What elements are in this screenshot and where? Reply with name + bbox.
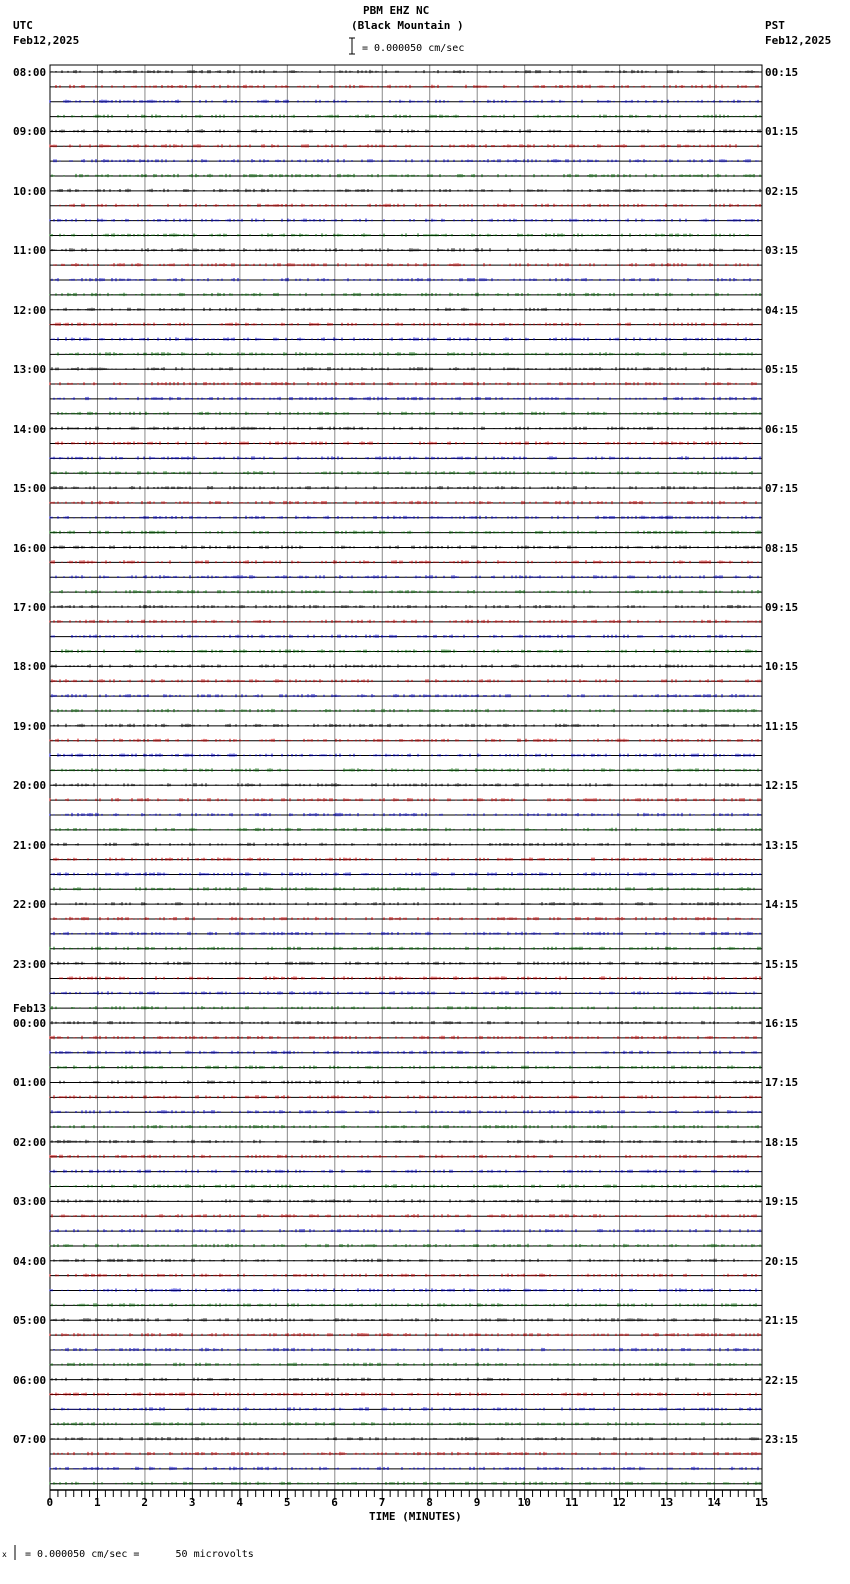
left-timezone: UTC <box>13 19 33 32</box>
station-title: PBM EHZ NC <box>363 4 430 17</box>
pst-hour-label: 14:15 <box>765 898 799 912</box>
date-change-label: Feb13 <box>13 1002 47 1016</box>
x-tick-label: 5 <box>283 1496 291 1509</box>
utc-hour-label: 18:00 <box>13 660 47 674</box>
pst-hour-label: 07:15 <box>765 482 799 496</box>
x-tick-label: 15 <box>755 1496 769 1509</box>
x-tick-label: 7 <box>378 1496 386 1509</box>
utc-hour-label: 00:00 <box>13 1017 47 1031</box>
utc-hour-label: 02:00 <box>13 1135 47 1149</box>
utc-hour-label: 15:00 <box>13 482 47 496</box>
x-tick-label: 0 <box>46 1496 54 1509</box>
pst-hour-label: 18:15 <box>765 1135 799 1149</box>
x-tick-label: 14 <box>707 1496 721 1509</box>
x-tick-label: 13 <box>660 1496 674 1509</box>
footer-prefix: x <box>2 1550 7 1559</box>
pst-hour-label: 23:15 <box>765 1433 799 1447</box>
pst-hour-label: 20:15 <box>765 1254 799 1268</box>
x-tick-label: 10 <box>517 1496 531 1509</box>
utc-hour-label: 10:00 <box>13 184 47 198</box>
scale-label: = 0.000050 cm/sec <box>362 43 465 54</box>
pst-hour-label: 08:15 <box>765 541 799 555</box>
utc-hour-label: 21:00 <box>13 838 47 852</box>
x-tick-label: 11 <box>565 1496 579 1509</box>
x-tick-label: 1 <box>93 1496 101 1509</box>
utc-hour-label: 06:00 <box>13 1373 47 1387</box>
seismic-trace <box>54 1422 758 1425</box>
x-tick-label: 12 <box>612 1496 626 1509</box>
pst-hour-label: 16:15 <box>765 1017 799 1031</box>
seismic-trace <box>50 1051 758 1054</box>
pst-hour-label: 12:15 <box>765 779 799 793</box>
x-axis-label: TIME (MINUTES) <box>369 1510 462 1523</box>
pst-hour-label: 11:15 <box>765 719 799 733</box>
x-tick-label: 8 <box>426 1496 433 1509</box>
utc-hour-label: 09:00 <box>13 125 47 139</box>
pst-hour-label: 13:15 <box>765 838 799 852</box>
pst-hour-label: 02:15 <box>765 184 799 198</box>
pst-hour-label: 10:15 <box>765 660 799 674</box>
x-tick-label: 9 <box>473 1496 481 1509</box>
utc-hour-label: 01:00 <box>13 1076 47 1090</box>
utc-hour-label: 14:00 <box>13 422 47 436</box>
pst-hour-label: 01:15 <box>765 125 799 139</box>
utc-hour-label: 12:00 <box>13 303 47 317</box>
utc-hour-label: 05:00 <box>13 1314 47 1328</box>
pst-hour-label: 15:15 <box>765 957 799 971</box>
utc-hour-label: 23:00 <box>13 957 47 971</box>
utc-hour-label: 20:00 <box>13 779 47 793</box>
pst-hour-label: 04:15 <box>765 303 799 317</box>
utc-hour-label: 11:00 <box>13 244 47 258</box>
utc-hour-label: 17:00 <box>13 600 47 614</box>
right-timezone: PST <box>765 19 785 32</box>
footer-scale: = 0.000050 cm/sec = 50 microvolts <box>25 1549 254 1560</box>
utc-hour-label: 13:00 <box>13 363 47 377</box>
seismic-trace <box>50 1437 758 1440</box>
utc-hour-label: 19:00 <box>13 719 47 733</box>
pst-hour-label: 05:15 <box>765 363 799 377</box>
right-date: Feb12,2025 <box>765 34 832 47</box>
utc-hour-label: 16:00 <box>13 541 47 555</box>
utc-hour-label: 07:00 <box>13 1433 47 1447</box>
pst-hour-label: 06:15 <box>765 422 799 436</box>
pst-hour-label: 21:15 <box>765 1314 799 1328</box>
x-tick-label: 3 <box>188 1496 196 1509</box>
x-tick-label: 6 <box>331 1496 338 1509</box>
pst-hour-label: 19:15 <box>765 1195 799 1209</box>
station-name: (Black Mountain ) <box>351 19 464 32</box>
utc-hour-label: 04:00 <box>13 1254 47 1268</box>
utc-hour-label: 22:00 <box>13 898 47 912</box>
x-tick-label: 2 <box>141 1496 149 1509</box>
seismic-trace <box>52 872 760 875</box>
left-date: Feb12,2025 <box>13 34 80 47</box>
utc-hour-label: 08:00 <box>13 66 47 79</box>
pst-hour-label: 03:15 <box>765 244 799 258</box>
seismic-trace <box>54 1125 758 1128</box>
utc-hour-label: 03:00 <box>13 1195 47 1209</box>
x-tick-label: 4 <box>236 1496 243 1509</box>
pst-hour-label: 22:15 <box>765 1373 799 1387</box>
pst-hour-label: 09:15 <box>765 600 799 614</box>
pst-hour-label: 17:15 <box>765 1076 799 1090</box>
pst-hour-label: 00:15 <box>765 66 799 79</box>
